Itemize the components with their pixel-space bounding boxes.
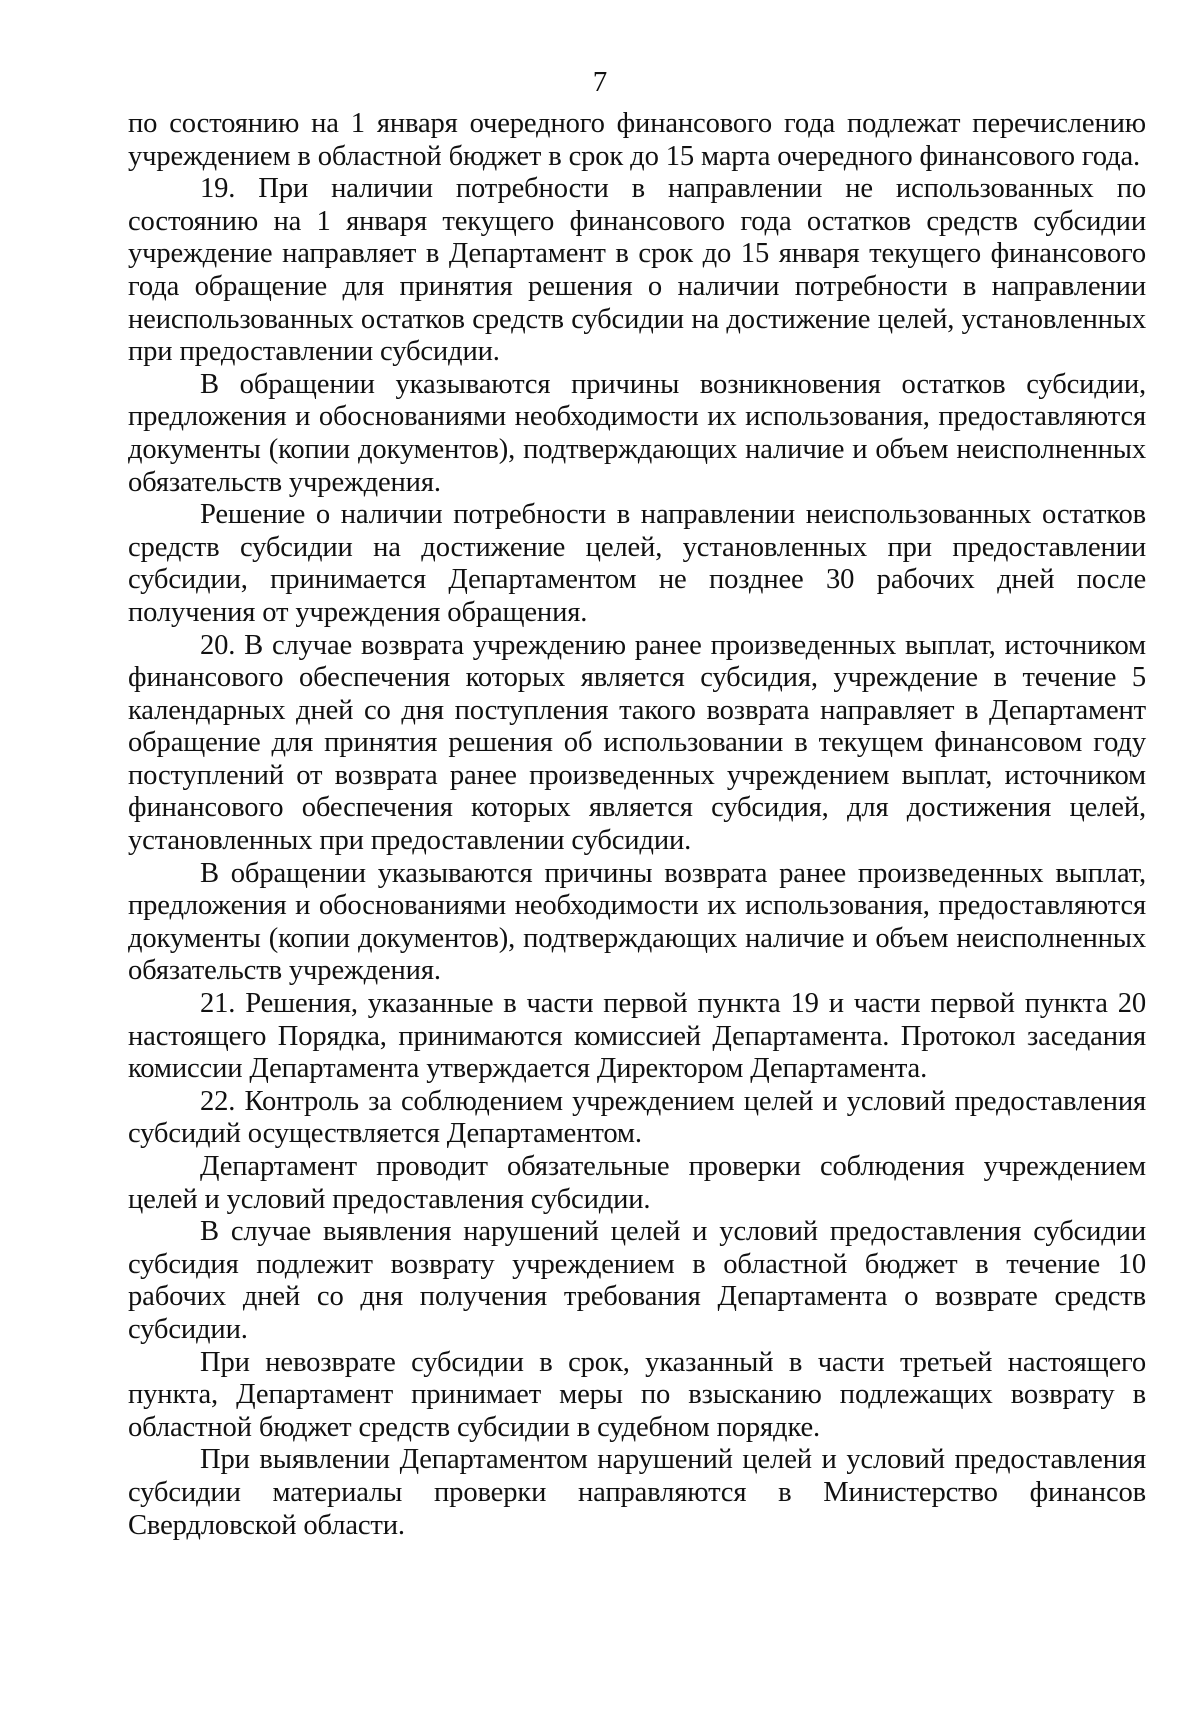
paragraph-item-19: 19. При наличии потребности в направлении не использованных по состоянию на 1 января текущего финансового года остатков средств субсидии учреждение направляет в Департамент в срок до 15 января текущего финансового года обращение для принятия решения о наличии потребности в направлении неиспользованных остатков средств субсидии на достижение целей, установленных при предоставлении субсидии. xyxy=(128,173,1146,368)
document-body xyxy=(128,108,1146,1542)
paragraph-item-20: 20. В случае возврата учреждению ранее произведенных выплат, источником финансового обеспечения которых является субсидия, учреждение в течение 5 календарных дней со дня поступления такого возврата направляет в Департамент обращение для принятия решения об использовании в текущем финансовом году поступлений от возврата ранее произведенных учреждением выплат, источником финансового обеспечения которых является субсидия, для достижения целей, установленных при предоставлении субсидии. xyxy=(128,629,1146,857)
paragraph-item-22-violations: В случае выявления нарушений целей и условий предоставления субсидии субсидия подлежит возврату учреждением в областной бюджет в течение 10 рабочих дней со дня получения требования Департамента о возврате средств субсидии. xyxy=(128,1216,1146,1345)
paragraph-item-22: 22. Контроль за соблюдением учреждением целей и условий предоставления субсидий осуществляется Департаментом. xyxy=(128,1085,1146,1150)
paragraph-item-21: 21. Решения, указанные в части первой пункта 19 и части первой пункта 20 настоящего Порядка, принимаются комиссией Департамента. Протокол заседания комиссии Департамента утверждается Директором Департамента. xyxy=(128,988,1146,1085)
paragraph-item-20-appeal-content: В обращении указываются причины возврата ранее произведенных выплат, предложения и обоснованиями необходимости их использования, предоставляются документы (копии документов), подтверждающих наличие и объем неисполненных обязательств учреждения. xyxy=(128,857,1146,987)
paragraph-item-22-non-return: При невозврате субсидии в срок, указанный в части третьей настоящего пункта, Департамент принимает меры по взысканию подлежащих возврату в областной бюджет средств субсидии в судебном порядке. xyxy=(128,1346,1146,1443)
paragraph-continuation: по состоянию на 1 января очередного финансового года подлежат перечислению учреждением в областной бюджет в срок до 15 марта очередного финансового года. xyxy=(128,108,1146,172)
paragraph-item-19-decision: Решение о наличии потребности в направлении неиспользованных остатков средств субсидии на достижение целей, установленных при предоставлении субсидии, принимается Департаментом не позднее 30 рабочих дней после получения от учреждения обращения. xyxy=(128,499,1146,628)
paragraph-item-22-inspections: Департамент проводит обязательные проверки соблюдения учреждением целей и условий предоставления субсидии. xyxy=(128,1151,1146,1215)
page-number: 7 xyxy=(592,66,608,98)
paragraph-item-22-ministry: При выявлении Департаментом нарушений целей и условий предоставления субсидии материалы проверки направляются в Министерство финансов Свердловской области. xyxy=(128,1444,1146,1541)
paragraph-item-19-appeal-content: В обращении указываются причины возникновения остатков субсидии, предложения и обоснованиями необходимости их использования, предоставляются документы (копии документов), подтверждающих наличие и объем неисполненных обязательств учреждения. xyxy=(128,368,1146,498)
